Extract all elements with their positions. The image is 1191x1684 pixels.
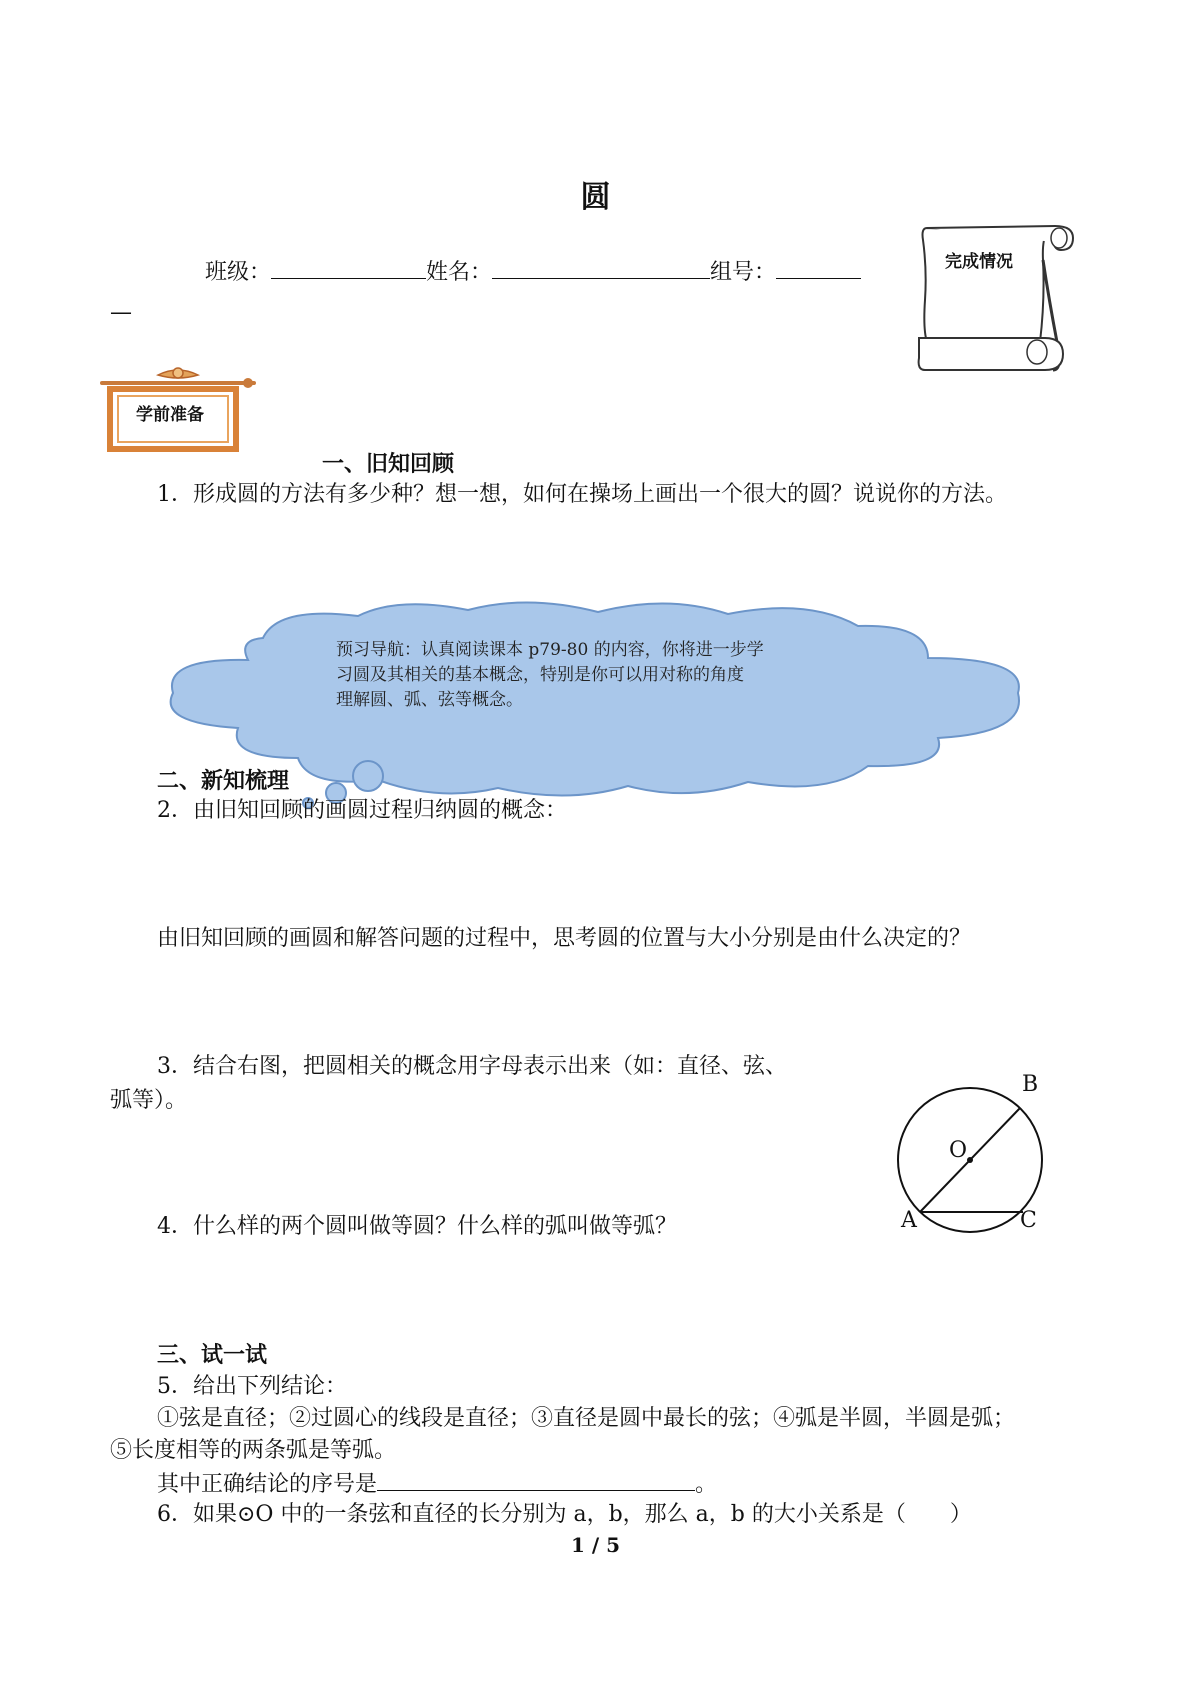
label-o: O [949,1138,968,1163]
question-1: 1．形成圆的方法有多少种？想一想，如何在操场上画出一个很大的圆？说说你的方法。 [157,482,1007,507]
cloud-line: 理解圆、弧、弦等概念。 [336,690,523,710]
cloud-text [336,638,764,713]
question-5-statements-line1: ①弦是直径；②过圆心的线段是直径；③直径是圆中最长的弦；④弧是半圆，半圆是弧； [157,1406,1016,1431]
pre-study-label: 学前准备 [136,405,204,425]
label-a: A [901,1208,917,1233]
answer-prefix: 其中正确结论的序号是 [157,1472,378,1497]
question-5: 5．给出下列结论： [157,1374,347,1399]
question-3-line1: 3．结合右图，把圆相关的概念用字母表示出来（如：直径、弦、 [157,1054,787,1079]
answer-suffix: 。 [695,1472,718,1497]
question-5-answer-line [157,1468,717,1500]
info-line [205,256,861,288]
label-c: C [1020,1208,1037,1233]
section3-heading: 三、试一试 [157,1342,268,1368]
page-number: 1 / 5 [570,1533,621,1557]
label-b: B [1022,1072,1039,1097]
question-6: 6．如果⊙O 中的一条弦和直径的长分别为 a，b，那么 a，b 的大小关系是（ ） [157,1502,972,1527]
class-label: 班级： [205,260,272,285]
question-5-statements-line2: ⑤长度相等的两条弧是等弧。 [110,1438,397,1463]
completion-status-label: 完成情况 [945,252,1013,272]
center-point [967,1157,973,1163]
cloud-line: 预习导航：认真阅读课本 p79-80 的内容，你将进一步学 [336,640,764,660]
name-blank[interactable] [492,256,710,279]
question-4: 4．什么样的两个圆叫做等圆？什么样的弧叫做等弧？ [157,1214,677,1239]
cloud-line: 习圆及其相关的基本概念，特别是你可以用对称的角度 [336,665,744,685]
scroll-icon [915,220,1080,380]
page-title: 圆 [580,180,611,215]
question-2-follow-up: 由旧知回顾的画圆和解答问题的过程中，思考圆的位置与大小分别是由什么决定的？ [157,926,972,951]
name-label: 姓名： [426,260,493,285]
section2-heading: 二、新知梳理 [157,768,290,794]
class-blank[interactable] [271,256,426,279]
answer-blank[interactable] [377,1468,695,1491]
group-blank[interactable] [776,256,861,279]
group-label: 组号： [710,260,777,285]
section1-heading: 一、旧知回顾 [322,451,455,477]
info-line-continuation: — [110,300,132,325]
question-3-line2: 弧等）。 [110,1088,188,1113]
question-2: 2．由旧知回顾的画圆过程归纳圆的概念： [157,798,567,823]
